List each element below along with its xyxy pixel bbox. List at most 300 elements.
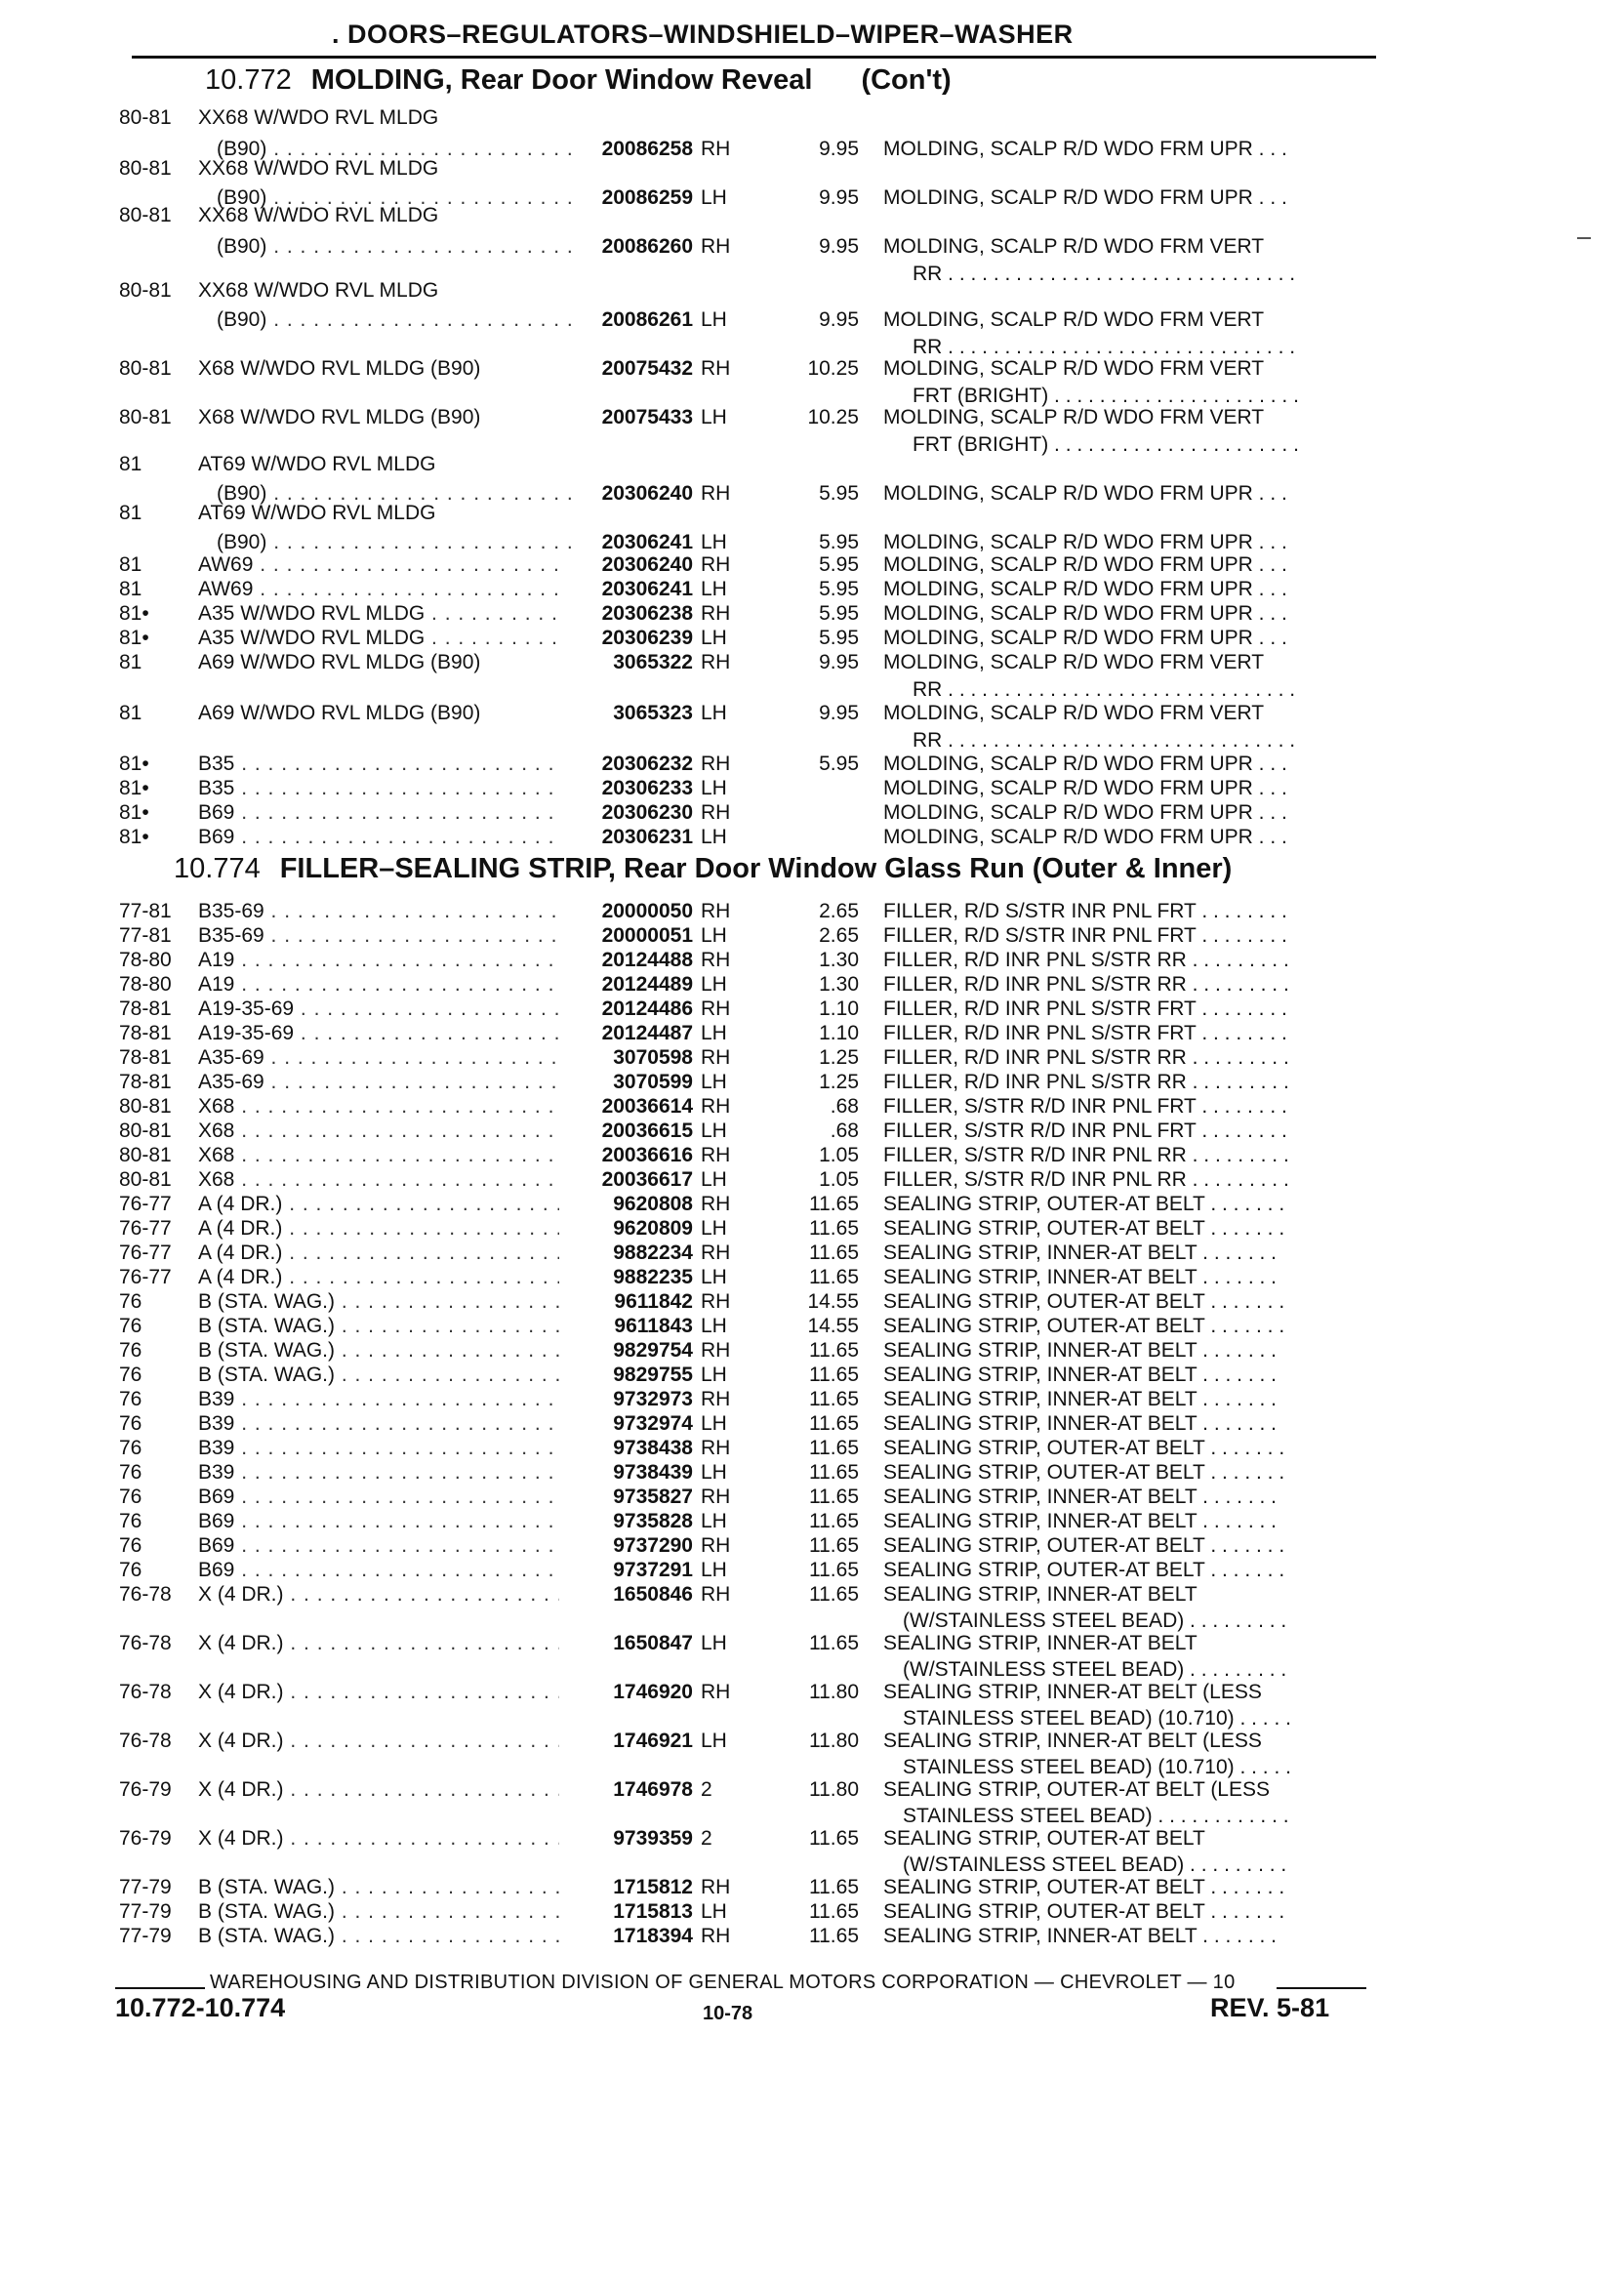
part-number: 20306231 <box>601 826 693 848</box>
table-row <box>0 1777 1624 1803</box>
description-continuation: STAINLESS STEEL BEAD) (10.710) . . . . . <box>903 1707 1291 1730</box>
part-number: 1746978 <box>613 1778 693 1801</box>
table-row <box>0 899 1624 924</box>
price: 11.65 <box>809 1266 859 1288</box>
description-continuation: (W/STAINLESS STEEL BEAD) . . . . . . . . . <box>903 1853 1287 1876</box>
part-number: 20306241 <box>601 578 693 600</box>
table-row <box>0 552 1624 578</box>
table-row <box>0 601 1624 627</box>
description: FILLER, R/D S/STR INR PNL FRT . . . . . . . . <box>883 900 1287 922</box>
part-number: 9738439 <box>613 1461 693 1484</box>
model-code: B (STA. WAG.) . . . <box>198 1363 559 1387</box>
table-row <box>0 997 1624 1022</box>
description: SEALING STRIP, OUTER-AT BELT . . . . . . . <box>883 1290 1285 1313</box>
model-code: X (4 DR.) . . . <box>198 1729 559 1753</box>
side-code: RH <box>701 1242 731 1264</box>
side-code: LH <box>701 973 727 996</box>
year-range: 81• <box>119 602 149 625</box>
table-row <box>0 1729 1624 1754</box>
description: SEALING STRIP, OUTER-AT BELT . . . . . . . <box>883 1559 1285 1581</box>
side-code: LH <box>701 702 727 724</box>
price: 1.25 <box>819 1071 859 1093</box>
price: 5.95 <box>819 531 859 553</box>
year-range: 78-81 <box>119 998 172 1020</box>
price: 14.55 <box>807 1315 859 1337</box>
table-row <box>0 1192 1624 1217</box>
price: 11.65 <box>809 1412 859 1435</box>
price: 5.95 <box>819 553 859 576</box>
table-row <box>0 701 1624 726</box>
side-code: LH <box>701 1412 727 1435</box>
model-code: X68 . . . <box>198 1094 559 1119</box>
side-code: RH <box>701 602 731 625</box>
part-number: 1715813 <box>613 1900 693 1923</box>
part-number: 3065322 <box>613 651 693 673</box>
model-code: B69 . . . <box>198 825 559 849</box>
model-code: A19-35-69 . . . <box>198 997 559 1021</box>
model-code: A (4 DR.) . . . <box>198 1216 559 1241</box>
description: SEALING STRIP, OUTER-AT BELT . . . . . . . <box>883 1315 1285 1337</box>
model-code: X (4 DR.) . . . <box>198 1680 559 1704</box>
year-range: 80-81 <box>119 279 172 302</box>
price: 9.95 <box>819 138 859 160</box>
description: SEALING STRIP, OUTER-AT BELT . . . . . . . <box>883 1217 1285 1240</box>
side-code: 2 <box>701 1827 712 1850</box>
description: MOLDING, SCALP R/D WDO FRM VERT <box>883 235 1265 258</box>
part-number: 1650847 <box>613 1632 693 1654</box>
side-code: LH <box>701 1022 727 1044</box>
model-code: XX68 W/WDO RVL MLDG <box>198 106 439 129</box>
model-code: B35-69 . . . <box>198 899 559 923</box>
table-row <box>0 234 1624 260</box>
part-number: 20124489 <box>601 973 693 996</box>
part-number: 9737290 <box>613 1534 693 1557</box>
description: SEALING STRIP, INNER-AT BELT (LESS <box>883 1730 1262 1752</box>
table-row <box>0 1558 1624 1583</box>
model-code: X (4 DR.) . . . <box>198 1777 559 1802</box>
model-code: B69 . . . <box>198 1509 559 1533</box>
description-continuation: FRT (BRIGHT) . . . . . . . . . . . . . . . . . . . . . . <box>913 433 1299 456</box>
table-row <box>0 1631 1624 1656</box>
description: MOLDING, SCALP R/D WDO FRM UPR . . . <box>883 482 1287 505</box>
side-code: RH <box>701 1925 731 1947</box>
table-row <box>0 203 1624 228</box>
description-continuation: STAINLESS STEEL BEAD) . . . . . . . . . . . . <box>903 1805 1289 1827</box>
part-number: 20000050 <box>601 900 693 922</box>
description-continuation: (W/STAINLESS STEEL BEAD) . . . . . . . . . <box>903 1658 1287 1681</box>
table-row <box>0 800 1624 826</box>
model-code: B (STA. WAG.) . . . <box>198 1289 559 1314</box>
year-range: 78-80 <box>119 973 172 996</box>
side-code: LH <box>701 1364 727 1386</box>
model-code: (B90) . . . <box>217 185 578 210</box>
part-number: 9829755 <box>613 1364 693 1386</box>
model-code: B35-69 . . . <box>198 923 559 948</box>
part-number: 20306230 <box>601 801 693 824</box>
part-number: 20000051 <box>601 924 693 947</box>
model-code: (B90) . . . <box>217 481 578 506</box>
description: SEALING STRIP, INNER-AT BELT . . . . . . . <box>883 1242 1277 1264</box>
year-range: 77-79 <box>119 1876 172 1898</box>
description: MOLDING, SCALP R/D WDO FRM UPR . . . <box>883 553 1287 576</box>
price: 11.65 <box>809 1217 859 1240</box>
model-code: X68 . . . <box>198 1167 559 1192</box>
price: 11.65 <box>809 1242 859 1264</box>
table-row <box>0 776 1624 801</box>
side-code: LH <box>701 1217 727 1240</box>
table-row <box>0 577 1624 602</box>
year-range: 76-78 <box>119 1730 172 1752</box>
section-10-772-number: 10.772 <box>205 64 292 96</box>
price: 11.65 <box>809 1339 859 1362</box>
side-code: RH <box>701 1486 731 1508</box>
side-code: RH <box>701 1290 731 1313</box>
price: 11.65 <box>809 1193 859 1215</box>
part-number: 9739359 <box>613 1827 693 1850</box>
side-code: RH <box>701 1193 731 1215</box>
model-code: (B90) . . . <box>217 137 578 161</box>
part-number: 20306240 <box>601 553 693 576</box>
year-range: 76-77 <box>119 1242 172 1264</box>
side-code: RH <box>701 998 731 1020</box>
model-code: AW69 . . . <box>198 577 559 601</box>
side-code: RH <box>701 801 731 824</box>
model-code: (B90) . . . <box>217 307 578 332</box>
year-range: 80-81 <box>119 406 172 428</box>
year-range: 78-81 <box>119 1071 172 1093</box>
table-row <box>0 923 1624 949</box>
part-number: 20306238 <box>601 602 693 625</box>
description: SEALING STRIP, INNER-AT BELT <box>883 1583 1198 1606</box>
table-row <box>0 1436 1624 1461</box>
model-code: A35 W/WDO RVL MLDG . . . <box>198 601 559 626</box>
part-number: 20036617 <box>601 1168 693 1191</box>
part-number: 3070598 <box>613 1046 693 1069</box>
table-row <box>0 1265 1624 1290</box>
year-range: 76 <box>119 1559 142 1581</box>
model-code: A69 W/WDO RVL MLDG (B90) <box>198 651 481 673</box>
side-code: RH <box>701 1095 731 1118</box>
side-code: LH <box>701 1559 727 1581</box>
model-code: B39 . . . <box>198 1460 559 1485</box>
model-code: X (4 DR.) . . . <box>198 1582 559 1607</box>
price: 11.65 <box>809 1364 859 1386</box>
table-row <box>0 1119 1624 1144</box>
side-code: LH <box>701 308 727 331</box>
table-row <box>0 105 1624 131</box>
table-row <box>0 356 1624 382</box>
table-row <box>0 278 1624 304</box>
table-row <box>0 1509 1624 1534</box>
table-row <box>0 948 1624 973</box>
year-range: 76 <box>119 1364 142 1386</box>
description: FILLER, R/D INR PNL S/STR RR . . . . . . . . . <box>883 1046 1289 1069</box>
section-10-774-heading: FILLER–SEALING STRIP, Rear Door Window Glass Run (Outer & Inner) <box>279 853 1233 884</box>
side-code: LH <box>701 1632 727 1654</box>
table-row <box>0 1021 1624 1046</box>
part-number: 20086259 <box>601 186 693 209</box>
part-number: 9829754 <box>613 1339 693 1362</box>
side-code: RH <box>701 482 731 505</box>
price: 11.65 <box>809 1486 859 1508</box>
price: 11.65 <box>809 1510 859 1532</box>
description: SEALING STRIP, OUTER-AT BELT . . . . . . . <box>883 1461 1285 1484</box>
model-code: (B90) . . . <box>217 234 578 259</box>
side-code: LH <box>701 1510 727 1532</box>
part-number: 20306233 <box>601 777 693 799</box>
year-range: 76-78 <box>119 1583 172 1606</box>
model-code: X68 W/WDO RVL MLDG (B90) <box>198 357 481 380</box>
side-code: RH <box>701 949 731 971</box>
table-row <box>0 1094 1624 1120</box>
description: MOLDING, SCALP R/D WDO FRM VERT <box>883 357 1265 380</box>
table-row <box>0 1533 1624 1559</box>
model-code: B (STA. WAG.) . . . <box>198 1338 559 1363</box>
model-code: B (STA. WAG.) . . . <box>198 1924 559 1948</box>
price: 2.65 <box>819 900 859 922</box>
year-range: 76 <box>119 1290 142 1313</box>
price: 11.80 <box>809 1730 859 1752</box>
table-row <box>0 677 1624 703</box>
description: MOLDING, SCALP R/D WDO FRM VERT <box>883 651 1265 673</box>
price: .68 <box>830 1095 859 1118</box>
model-code: B39 . . . <box>198 1436 559 1460</box>
table-row <box>0 1899 1624 1925</box>
footer-division-note: WAREHOUSING AND DISTRIBUTION DIVISION OF GENERAL MOTORS CORPORATION — CHEVROLET — 10 <box>210 1972 1236 1993</box>
table-row <box>0 1241 1624 1266</box>
year-range: 81• <box>119 777 149 799</box>
model-code: A35-69 . . . <box>198 1045 559 1070</box>
model-code: B39 . . . <box>198 1411 559 1436</box>
price: 11.65 <box>809 1388 859 1410</box>
part-number: 1650846 <box>613 1583 693 1606</box>
price: 11.65 <box>809 1827 859 1850</box>
year-range: 81 <box>119 702 142 724</box>
price: 11.65 <box>809 1559 859 1581</box>
description: MOLDING, SCALP R/D WDO FRM UPR . . . <box>883 777 1287 799</box>
description: FILLER, R/D INR PNL S/STR FRT . . . . . . . . <box>883 998 1287 1020</box>
year-range: 80-81 <box>119 1120 172 1142</box>
side-code: LH <box>701 826 727 848</box>
table-row <box>0 1314 1624 1339</box>
description: SEALING STRIP, INNER-AT BELT . . . . . . . <box>883 1339 1277 1362</box>
price: 1.10 <box>819 998 859 1020</box>
price: 2.65 <box>819 924 859 947</box>
side-code: RH <box>701 753 731 775</box>
year-range: 76-78 <box>119 1681 172 1703</box>
description: SEALING STRIP, INNER-AT BELT <box>883 1632 1198 1654</box>
part-number: 3065323 <box>613 702 693 724</box>
model-code: XX68 W/WDO RVL MLDG <box>198 157 439 180</box>
year-range: 76 <box>119 1534 142 1557</box>
description: FILLER, R/D INR PNL S/STR RR . . . . . . . . . <box>883 949 1289 971</box>
part-number: 20124488 <box>601 949 693 971</box>
side-code: RH <box>701 1144 731 1166</box>
section-10-774-number: 10.774 <box>174 853 261 884</box>
side-code: LH <box>701 1266 727 1288</box>
footer-revision: REV. 5-81 <box>1210 1993 1330 2022</box>
part-number: 20086258 <box>601 138 693 160</box>
description: MOLDING, SCALP R/D WDO FRM UPR . . . <box>883 531 1287 553</box>
model-code: (B90) . . . <box>217 530 578 554</box>
part-number: 20306232 <box>601 753 693 775</box>
description: MOLDING, SCALP R/D WDO FRM UPR . . . <box>883 138 1287 160</box>
table-row <box>0 1045 1624 1071</box>
price: 1.10 <box>819 1022 859 1044</box>
part-number: 9738438 <box>613 1437 693 1459</box>
year-range: 78-81 <box>119 1046 172 1069</box>
year-range: 76 <box>119 1437 142 1459</box>
description: FILLER, S/STR R/D INR PNL RR . . . . . . . . . <box>883 1144 1289 1166</box>
side-code: LH <box>701 1461 727 1484</box>
table-row <box>0 307 1624 333</box>
year-range: 76-78 <box>119 1632 172 1654</box>
model-code: X (4 DR.) . . . <box>198 1631 559 1655</box>
table-row <box>0 1460 1624 1486</box>
price: 11.65 <box>809 1925 859 1947</box>
model-code: XX68 W/WDO RVL MLDG <box>198 279 439 302</box>
part-number: 9732973 <box>613 1388 693 1410</box>
year-range: 76 <box>119 1339 142 1362</box>
model-code: X68 . . . <box>198 1119 559 1143</box>
year-range: 81 <box>119 553 142 576</box>
description: MOLDING, SCALP R/D WDO FRM UPR . . . <box>883 801 1287 824</box>
part-number: 20124487 <box>601 1022 693 1044</box>
description-continuation: RR . . . . . . . . . . . . . . . . . . . . . . . . . . . . . . . <box>913 729 1296 752</box>
description-continuation: RR . . . . . . . . . . . . . . . . . . . . . . . . . . . . . . . <box>913 263 1296 285</box>
part-number: 20075433 <box>601 406 693 428</box>
part-number: 20306240 <box>601 482 693 505</box>
part-number: 20086260 <box>601 235 693 258</box>
table-row <box>0 1680 1624 1705</box>
side-code: LH <box>701 924 727 947</box>
page-header-title: . DOORS–REGULATORS–WINDSHIELD–WIPER–WASHER <box>332 20 1074 49</box>
table-row <box>0 626 1624 651</box>
price: 9.95 <box>819 651 859 673</box>
side-code: RH <box>701 138 731 160</box>
price: 5.95 <box>819 753 859 775</box>
description: FILLER, R/D S/STR INR PNL FRT . . . . . . . . <box>883 924 1287 947</box>
description: SEALING STRIP, INNER-AT BELT . . . . . . . <box>883 1364 1277 1386</box>
table-row <box>0 728 1624 753</box>
description: MOLDING, SCALP R/D WDO FRM UPR . . . <box>883 627 1287 649</box>
model-code: AT69 W/WDO RVL MLDG <box>198 502 436 524</box>
year-range: 81 <box>119 651 142 673</box>
price: 10.25 <box>807 357 859 380</box>
table-row <box>0 1167 1624 1193</box>
year-range: 81• <box>119 753 149 775</box>
side-code: RH <box>701 1339 731 1362</box>
description: MOLDING, SCALP R/D WDO FRM UPR . . . <box>883 186 1287 209</box>
year-range: 76 <box>119 1461 142 1484</box>
footer-rule-left <box>115 1987 205 1989</box>
price: 11.65 <box>809 1876 859 1898</box>
description: FILLER, S/STR R/D INR PNL RR . . . . . . . . . <box>883 1168 1289 1191</box>
model-code: A35-69 . . . <box>198 1070 559 1094</box>
side-code: RH <box>701 1583 731 1606</box>
description: SEALING STRIP, INNER-AT BELT (LESS <box>883 1681 1262 1703</box>
year-range: 80-81 <box>119 1168 172 1191</box>
price: 9.95 <box>819 186 859 209</box>
table-row <box>0 972 1624 998</box>
part-number: 20036615 <box>601 1120 693 1142</box>
year-range: 77-79 <box>119 1925 172 1947</box>
year-range: 78-80 <box>119 949 172 971</box>
side-code: RH <box>701 1437 731 1459</box>
model-code: X68 . . . <box>198 1143 559 1167</box>
description: SEALING STRIP, OUTER-AT BELT . . . . . . . <box>883 1437 1285 1459</box>
price: 5.95 <box>819 482 859 505</box>
price: 1.30 <box>819 949 859 971</box>
price: 11.65 <box>809 1437 859 1459</box>
description: MOLDING, SCALP R/D WDO FRM UPR . . . <box>883 826 1287 848</box>
part-number: 9732974 <box>613 1412 693 1435</box>
year-range: 76-77 <box>119 1266 172 1288</box>
price: 11.80 <box>809 1681 859 1703</box>
side-code: RH <box>701 1534 731 1557</box>
table-row <box>0 452 1624 477</box>
table-row <box>0 650 1624 675</box>
part-number: 9611843 <box>614 1315 693 1337</box>
year-range: 81• <box>119 801 149 824</box>
year-range: 78-81 <box>119 1022 172 1044</box>
table-row <box>0 501 1624 526</box>
part-number: 20124486 <box>601 998 693 1020</box>
model-code: B (STA. WAG.) . . . <box>198 1899 559 1924</box>
side-code: 2 <box>701 1778 712 1801</box>
table-row <box>0 1875 1624 1900</box>
model-code: A19 . . . <box>198 948 559 972</box>
description: SEALING STRIP, INNER-AT BELT . . . . . . . <box>883 1486 1277 1508</box>
model-code: X68 W/WDO RVL MLDG (B90) <box>198 406 481 428</box>
table-row <box>0 1289 1624 1315</box>
description: FILLER, R/D INR PNL S/STR RR . . . . . . . . . <box>883 1071 1289 1093</box>
model-code: B69 . . . <box>198 1485 559 1509</box>
side-code: RH <box>701 1046 731 1069</box>
description: SEALING STRIP, OUTER-AT BELT . . . . . . . <box>883 1534 1285 1557</box>
table-row <box>0 1924 1624 1949</box>
side-code: RH <box>701 900 731 922</box>
price: .68 <box>830 1120 859 1142</box>
part-number: 9620809 <box>613 1217 693 1240</box>
model-code: B69 . . . <box>198 1558 559 1582</box>
model-code: A19 . . . <box>198 972 559 997</box>
price: 11.65 <box>809 1583 859 1606</box>
description: SEALING STRIP, INNER-AT BELT . . . . . . . <box>883 1266 1277 1288</box>
description: MOLDING, SCALP R/D WDO FRM UPR . . . <box>883 753 1287 775</box>
description: FILLER, R/D INR PNL S/STR FRT . . . . . . . . <box>883 1022 1287 1044</box>
description: SEALING STRIP, OUTER-AT BELT . . . . . . . <box>883 1876 1285 1898</box>
description: SEALING STRIP, INNER-AT BELT . . . . . . . <box>883 1412 1277 1435</box>
description-continuation: (W/STAINLESS STEEL BEAD) . . . . . . . . . <box>903 1609 1287 1632</box>
description: MOLDING, SCALP R/D WDO FRM UPR . . . <box>883 578 1287 600</box>
model-code: B (STA. WAG.) . . . <box>198 1875 559 1899</box>
model-code: AT69 W/WDO RVL MLDG <box>198 453 436 475</box>
model-code: A35 W/WDO RVL MLDG . . . <box>198 626 559 650</box>
price: 5.95 <box>819 627 859 649</box>
side-code: LH <box>701 1315 727 1337</box>
price: 1.25 <box>819 1046 859 1069</box>
table-row <box>0 1338 1624 1364</box>
model-code: B35 . . . <box>198 776 559 800</box>
side-code: LH <box>701 186 727 209</box>
part-number: 20036614 <box>601 1095 693 1118</box>
description: SEALING STRIP, OUTER-AT BELT . . . . . . . <box>883 1193 1285 1215</box>
year-range: 81 <box>119 453 142 475</box>
section-10-772-continued: (Con't) <box>861 64 952 96</box>
year-range: 76-79 <box>119 1827 172 1850</box>
model-code: A (4 DR.) . . . <box>198 1265 559 1289</box>
